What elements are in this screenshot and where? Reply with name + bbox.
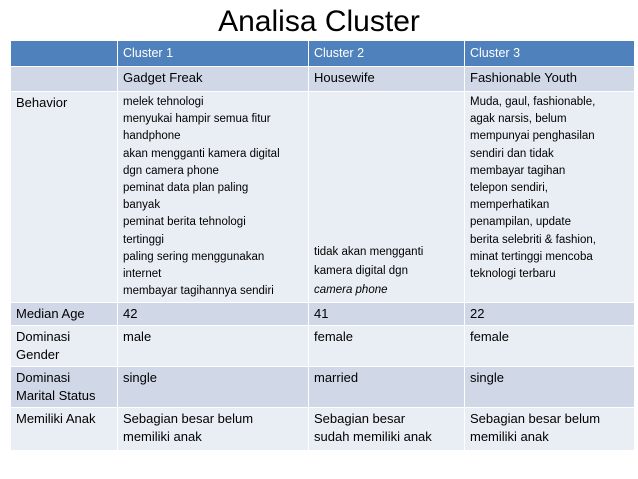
header-row bbox=[11, 41, 635, 67]
marital-row bbox=[11, 367, 635, 408]
names-label bbox=[11, 67, 118, 92]
behavior-c3-line: berita selebriti & fashion, bbox=[470, 233, 596, 246]
name-cluster-2: Housewife bbox=[309, 67, 465, 92]
cluster-table bbox=[10, 40, 635, 451]
behavior-c1-line: banyak bbox=[123, 199, 161, 212]
gender-cluster-1: male bbox=[118, 326, 309, 367]
behavior-c1-line: paling sering menggunakan bbox=[123, 250, 265, 263]
children-row bbox=[11, 408, 635, 451]
behavior-c2-line: kamera digital dgn bbox=[314, 265, 408, 278]
behavior-cluster-2 bbox=[309, 92, 465, 303]
names-row bbox=[11, 67, 635, 92]
gender-cluster-3: female bbox=[465, 326, 635, 367]
behavior-c2-line: camera phone bbox=[314, 284, 388, 297]
behavior-c3-line: penampilan, update bbox=[470, 216, 572, 229]
marital-cluster-2: married bbox=[309, 367, 465, 408]
behavior-c1-line: internet bbox=[123, 268, 162, 281]
gender-label-line: Gender bbox=[16, 347, 60, 363]
gender-label bbox=[11, 326, 118, 367]
header-corner-cell bbox=[11, 41, 118, 67]
behavior-c3-line: membayar tagihan bbox=[470, 164, 566, 177]
behavior-c1-line: melek tehnologi bbox=[123, 96, 204, 108]
marital-cluster-1: single bbox=[118, 367, 309, 408]
children-cluster-3 bbox=[465, 408, 635, 451]
behavior-c2-line: tidak akan mengganti bbox=[314, 246, 424, 259]
name-cluster-3: Fashionable Youth bbox=[465, 67, 635, 92]
behavior-c1-line: peminat data plan paling bbox=[123, 182, 249, 195]
median-age-row bbox=[11, 303, 635, 326]
behavior-c3-line: teknologi terbaru bbox=[470, 268, 556, 281]
header-cluster-1: Cluster 1 bbox=[118, 41, 309, 67]
median-age-cluster-1: 42 bbox=[118, 303, 309, 326]
behavior-c1-line: tertinggi bbox=[123, 233, 164, 246]
gender-row bbox=[11, 326, 635, 367]
behavior-c3-line: telepon sendiri, bbox=[470, 182, 548, 195]
behavior-c3-line: agak narsis, belum bbox=[470, 113, 567, 126]
children-c1-line: memiliki anak bbox=[123, 429, 202, 445]
children-c3-line: Sebagian besar belum bbox=[470, 411, 601, 427]
median-age-cluster-3: 22 bbox=[465, 303, 635, 326]
median-age-cluster-2: 41 bbox=[309, 303, 465, 326]
behavior-label: Behavior bbox=[11, 92, 118, 303]
name-cluster-1: Gadget Freak bbox=[118, 67, 309, 92]
behavior-c3-line: memperhatikan bbox=[470, 199, 550, 212]
behavior-cluster-3 bbox=[465, 92, 635, 303]
marital-cluster-3: single bbox=[465, 367, 635, 408]
behavior-c3-line: mempunyai penghasilan bbox=[470, 130, 595, 143]
behavior-c1-line: dgn camera phone bbox=[123, 164, 219, 177]
children-c2-line: sudah memiliki anak bbox=[314, 429, 432, 445]
marital-label-line: Dominasi bbox=[16, 370, 71, 386]
behavior-c3-line: Muda, gaul, fashionable, bbox=[470, 96, 596, 108]
behavior-c1-line: handphone bbox=[123, 130, 181, 143]
behavior-c1-line: menyukai hampir semua fitur bbox=[123, 113, 271, 126]
behavior-c1-line: peminat berita tehnologi bbox=[123, 216, 246, 229]
header-cluster-2: Cluster 2 bbox=[309, 41, 465, 67]
behavior-cluster-1 bbox=[118, 92, 309, 303]
marital-label-line: Marital Status bbox=[16, 388, 96, 404]
gender-label-line: Dominasi bbox=[16, 329, 71, 345]
children-c1-line: Sebagian besar belum bbox=[123, 411, 254, 427]
marital-label bbox=[11, 367, 118, 408]
gender-cluster-2: female bbox=[309, 326, 465, 367]
header-cluster-3: Cluster 3 bbox=[465, 41, 635, 67]
children-c2-line: Sebagian besar bbox=[314, 411, 406, 427]
slide-title: Analisa Cluster bbox=[218, 5, 420, 38]
behavior-c1-line: membayar tagihannya sendiri bbox=[123, 285, 274, 298]
children-cluster-2 bbox=[309, 408, 465, 451]
behavior-row bbox=[11, 92, 635, 303]
behavior-c3-line: minat tertinggi mencoba bbox=[470, 250, 593, 263]
behavior-c3-line: sendiri dan tidak bbox=[470, 147, 554, 160]
behavior-c1-line: akan mengganti kamera digital bbox=[123, 147, 280, 160]
children-c3-line: memiliki anak bbox=[470, 429, 549, 445]
median-age-label: Median Age bbox=[11, 303, 118, 326]
children-label: Memiliki Anak bbox=[11, 408, 118, 451]
children-cluster-1 bbox=[118, 408, 309, 451]
